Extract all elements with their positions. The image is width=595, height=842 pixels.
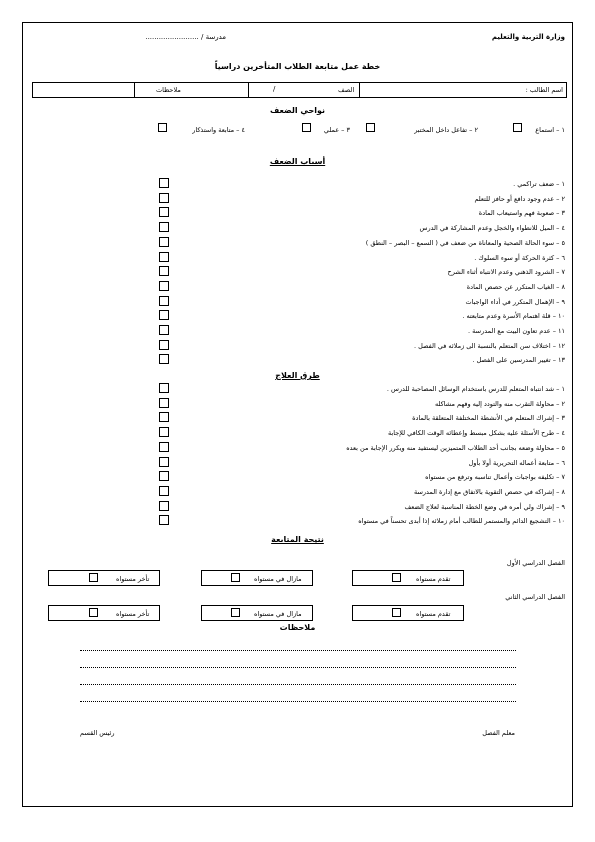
checkbox-improved-term1[interactable] (392, 573, 401, 582)
notes-line[interactable] (80, 650, 516, 651)
notes-cell-label[interactable]: ملاحظات (156, 86, 181, 94)
weakness-checkbox[interactable] (158, 123, 167, 132)
list-item: ١ – ضعف تراكمي . (513, 180, 565, 188)
item-checkbox[interactable] (159, 442, 169, 452)
weakness-checkbox[interactable] (302, 123, 311, 132)
option-label: تأخر مستواه (116, 575, 150, 583)
checkbox-improved-term2[interactable] (392, 608, 401, 617)
list-item: ٩ – إشراك ولي أمره في وضع الخطة المناسبة لعلاج الضعف (404, 502, 565, 511)
list-item: ٧ – الشرود الذهني وعدم الانتباه أثناء الشرح (447, 268, 565, 277)
list-item: ٤ – طرح الأسئلة عليه بشكل مبسط وإعطائه الوقت الكافي للإجابة (387, 429, 565, 438)
checkbox-same-term1[interactable] (231, 573, 240, 582)
page-title: خطة عمل متابعة الطلاب المتأخرين دراسياً (214, 62, 381, 71)
item-checkbox[interactable] (159, 178, 169, 188)
teacher-signature-label: معلم الفصل (482, 729, 515, 737)
list-item: ٣ – إشراك المتعلم في الأنشطة المختلفة المتعلقة بالمادة (412, 414, 565, 423)
class-label[interactable]: الصف (338, 86, 355, 94)
checkbox-same-term2[interactable] (231, 608, 240, 617)
item-checkbox[interactable] (159, 325, 169, 335)
ministry-label: وزارة التربية والتعليم (491, 33, 565, 41)
list-item: ٩ – الإهمال المتكرر في أداء الواجبات (465, 297, 565, 306)
item-checkbox[interactable] (159, 340, 169, 350)
item-checkbox[interactable] (159, 412, 169, 422)
item-checkbox[interactable] (159, 310, 169, 320)
notes-line[interactable] (80, 701, 516, 702)
term2-label: الفصل الدراسي الثاني (505, 593, 565, 601)
list-item: ١٢ – اختلاف سن المتعلم بالنسبة الى زملائه في الفصل . (413, 341, 565, 350)
item-checkbox[interactable] (159, 383, 169, 393)
checkbox-declined-term1[interactable] (89, 573, 98, 582)
weakness-item: ٣ – عملي (323, 126, 350, 134)
option-label: مازال في مستواه (254, 575, 302, 583)
option-label: مازال في مستواه (254, 610, 302, 618)
item-checkbox[interactable] (159, 427, 169, 437)
list-item: ٨ – إشراكه في حصص التقوية بالاتفاق مع إدارة المدرسة (413, 487, 565, 496)
item-checkbox[interactable] (159, 281, 169, 291)
item-checkbox[interactable] (159, 515, 169, 525)
head-signature-label: رئيس القسم (80, 729, 115, 737)
weakness-heading: نواحي الضعف (269, 106, 326, 115)
list-item: ١٣ – تغيير المدرسين على الفصل . (472, 356, 565, 365)
list-item: ٢ – عدم وجود دافع أو حافز للتعلم (474, 194, 565, 203)
item-checkbox[interactable] (159, 207, 169, 217)
list-item: ٥ – سوء الحالة الصحية والمعاناة من ضعف في ( السمع – البصر – النطق ) (365, 238, 565, 247)
list-item: ٢ – محاولة التقرب منه والتودد إليه وفهم مشاكله (434, 399, 565, 408)
list-item: ٧ – تكليفه بواجبات وأعمال تناسبه وترفع من مستواه (425, 473, 565, 482)
notes-line[interactable] (80, 667, 516, 668)
list-item: ١٠ – التشجيع الدائم والمستمر للطالب أمام زملائه إذا أبدى تحسناً في مستواه (358, 517, 565, 526)
weakness-checkbox[interactable] (513, 123, 522, 132)
followup-heading: نتيجة المتابعة (271, 535, 324, 544)
item-checkbox[interactable] (159, 222, 169, 232)
term1-label: الفصل الدراسي الأول (506, 559, 565, 567)
weakness-checkbox[interactable] (366, 123, 375, 132)
item-checkbox[interactable] (159, 501, 169, 511)
class-slash: / (273, 85, 276, 93)
weakness-item: ٤ – متابعة واستذكار (192, 126, 245, 134)
option-label: تقدم مستواه (416, 610, 451, 618)
item-checkbox[interactable] (159, 296, 169, 306)
list-item: ١ – شد انتباه المتعلم للدرس باستخدام الوسائل المصاحبة للدرس . (386, 385, 565, 393)
list-item: ٤ – الميل للانطواء والخجل وعدم المشاركة في الدرس (419, 224, 565, 233)
causes-heading: أسباب الضعف (269, 157, 326, 166)
list-item: ٦ – متابعة أعماله التحريرية أولا بأول (468, 458, 565, 467)
item-checkbox[interactable] (159, 398, 169, 408)
list-item: ٥ – محاولة وضعه بجانب أحد الطلاب المتميزين ليستفيد منه ويكرر الإجابة من بعده (346, 443, 565, 452)
item-checkbox[interactable] (159, 193, 169, 203)
item-checkbox[interactable] (159, 486, 169, 496)
list-item: ١٠ – قلة اهتمام الأسرة وعدم متابعته . (462, 312, 565, 321)
list-item: ٦ – كثرة الحركة أو سوء السلوك . (474, 253, 565, 262)
weakness-item: ١ – استماع (535, 126, 565, 134)
school-label: مدرسة / ........................ (145, 33, 226, 41)
list-item: ٨ – الغياب المتكرر عن حصص المادة (466, 282, 565, 291)
item-checkbox[interactable] (159, 471, 169, 481)
notes-line[interactable] (80, 684, 516, 685)
item-checkbox[interactable] (159, 354, 169, 364)
checkbox-declined-term2[interactable] (89, 608, 98, 617)
option-label: تأخر مستواه (116, 610, 150, 618)
student-name-label[interactable]: اسم الطالب : (525, 86, 563, 94)
item-checkbox[interactable] (159, 266, 169, 276)
student-info-row (32, 82, 567, 98)
weakness-item: ٢ – تفاعل داخل المختبر (414, 126, 478, 134)
list-item: ٣ – صعوبة فهم واستيعاب المادة (478, 209, 565, 218)
treatment-heading: طرق العلاج (275, 371, 320, 380)
notes-heading: ملاحظات (279, 623, 316, 632)
item-checkbox[interactable] (159, 252, 169, 262)
item-checkbox[interactable] (159, 457, 169, 467)
list-item: ١١ – عدم تعاون البيت مع المدرسة . (468, 327, 565, 335)
option-label: تقدم مستواه (416, 575, 451, 583)
item-checkbox[interactable] (159, 237, 169, 247)
